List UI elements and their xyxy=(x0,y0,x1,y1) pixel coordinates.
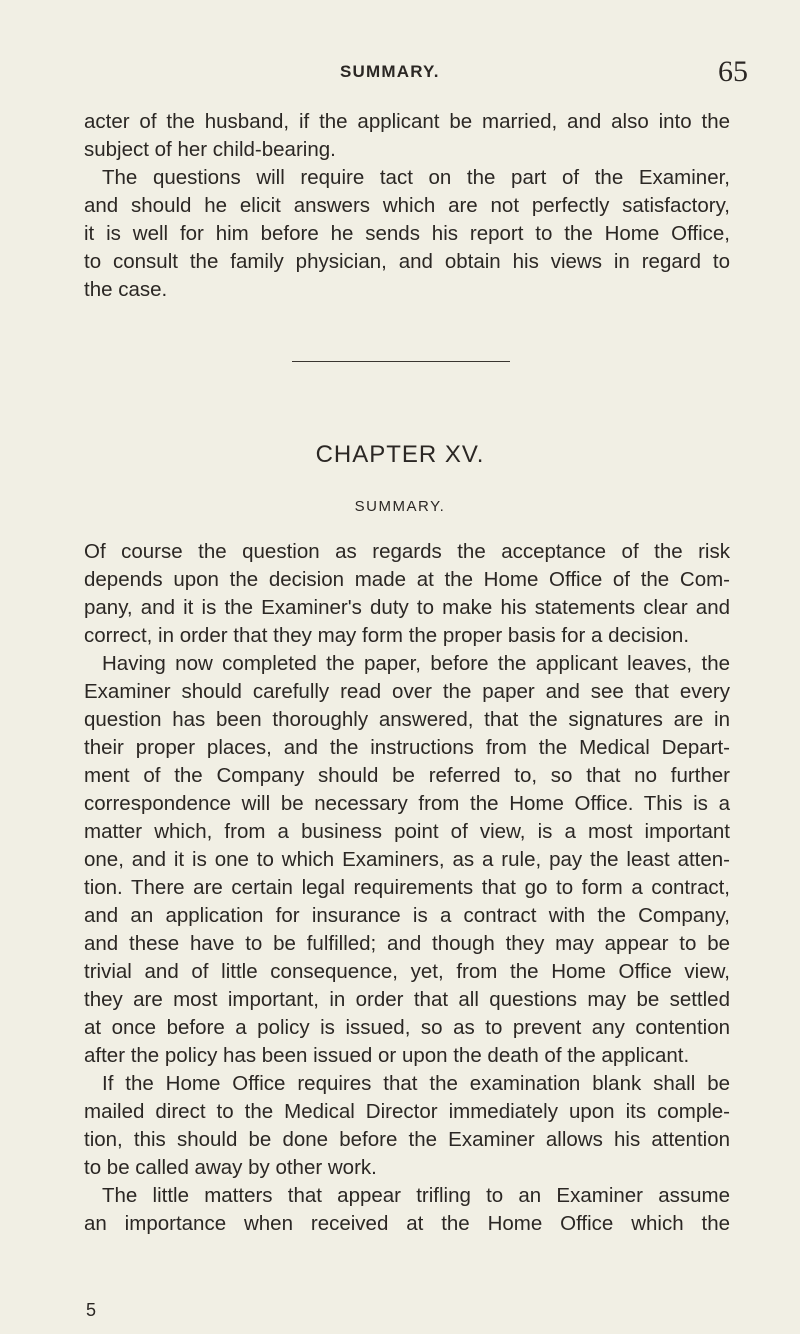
page-number: 65 xyxy=(718,55,748,88)
paragraph xyxy=(84,1070,730,1182)
text-line: matter which, from a business point of view, is a most important xyxy=(84,820,730,843)
paragraph xyxy=(84,1182,730,1238)
text-line: the case. xyxy=(84,278,168,301)
paragraph xyxy=(84,164,730,304)
text-line: trivial and of little consequence, yet, from the Home Office view, xyxy=(84,960,730,983)
text-line: Examiner should carefully read over the paper and see that every xyxy=(84,680,730,703)
section-title: SUMMARY. xyxy=(354,498,446,515)
text-line: to be called away by other work. xyxy=(84,1156,377,1179)
text-line: question has been thoroughly answered, that the signatures are in xyxy=(84,708,730,731)
text-line: tion. There are certain legal requirements that go to form a contract, xyxy=(84,876,730,899)
text-line: one, and it is one to which Examiners, as a rule, pay the least atten- xyxy=(84,848,730,871)
text-line: correct, in order that they may form the proper basis for a decision. xyxy=(84,624,690,647)
text-line: The little matters that appear trifling to an Examiner assume xyxy=(102,1184,730,1207)
chapter-divider-rule xyxy=(292,361,510,362)
chapter-title: CHAPTER XV. xyxy=(315,441,485,468)
text-line: after the policy has been issued or upon the death of the applicant. xyxy=(84,1044,690,1067)
text-line: tion, this should be done before the Examiner allows his attention xyxy=(84,1128,730,1151)
text-line: and should he elicit answers which are not perfectly satisfactory, xyxy=(84,194,730,217)
chapter-body-block xyxy=(84,538,730,1238)
paragraph xyxy=(84,650,730,1070)
text-line: The questions will require tact on the part of the Examiner, xyxy=(102,166,730,189)
running-head: SUMMARY. xyxy=(340,62,440,81)
top-text-block xyxy=(84,108,730,304)
text-line: depends upon the decision made at the Home Office of the Com- xyxy=(84,568,730,591)
text-line: it is well for him before he sends his report to the Home Office, xyxy=(84,222,730,245)
text-line: an importance when received at the Home Office which the xyxy=(84,1212,730,1235)
printer-signature-mark: 5 xyxy=(86,1300,97,1320)
paragraph xyxy=(84,108,730,164)
text-line: correspondence will be necessary from the Home Office. This is a xyxy=(84,792,730,815)
text-line: they are most important, in order that all questions may be settled xyxy=(84,988,730,1011)
text-line: ment of the Company should be referred to, so that no further xyxy=(84,764,730,787)
text-line: and an application for insurance is a contract with the Company, xyxy=(84,904,730,927)
text-line: their proper places, and the instructions from the Medical Depart- xyxy=(84,736,730,759)
text-line: pany, and it is the Examiner's duty to make his statements clear and xyxy=(84,596,730,619)
text-line: Of course the question as regards the acceptance of the risk xyxy=(84,540,730,563)
text-line: and these have to be fulfilled; and though they may appear to be xyxy=(84,932,730,955)
text-line: acter of the husband, if the applicant be married, and also into the xyxy=(84,110,730,133)
text-line: mailed direct to the Medical Director immediately upon its comple- xyxy=(84,1100,730,1123)
text-line: subject of her child-bearing. xyxy=(84,138,336,161)
paragraph xyxy=(84,538,730,650)
text-line: Having now completed the paper, before the applicant leaves, the xyxy=(102,652,730,675)
text-line: at once before a policy is issued, so as to prevent any contention xyxy=(84,1016,730,1039)
text-line: to consult the family physician, and obtain his views in regard to xyxy=(84,250,730,273)
text-line: If the Home Office requires that the examination blank shall be xyxy=(102,1072,730,1095)
